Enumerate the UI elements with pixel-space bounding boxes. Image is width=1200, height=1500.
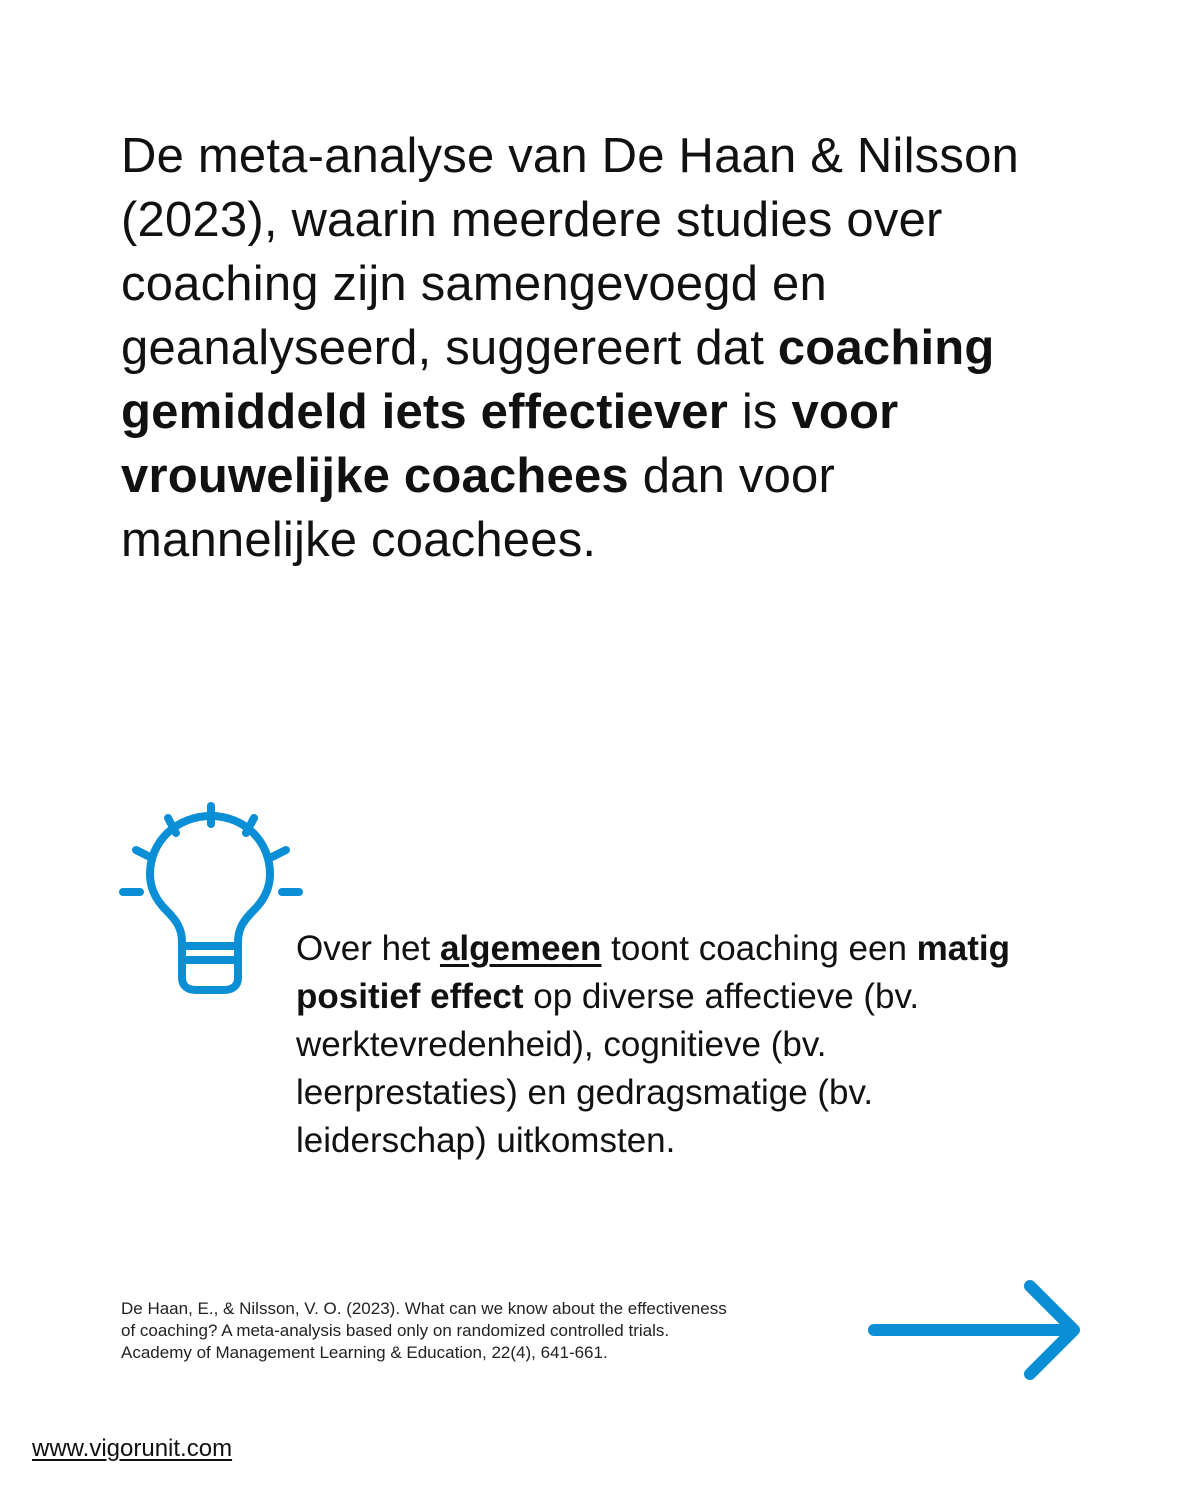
arrow-right-icon[interactable] [862, 1276, 1088, 1384]
main-text-bold-female: voor vrouwelijke coachees [121, 385, 899, 503]
tip-paragraph [296, 925, 1056, 1165]
reference-line-3: Academy of Management Learning & Education, 22(4), 641-661. [121, 1343, 608, 1362]
tip-text-underlined: algemeen [439, 929, 602, 968]
main-text-part3: dan voor mannelijke coachees. [121, 449, 835, 567]
lightbulb-icon [118, 800, 304, 1000]
tip-text-part1: Over het [296, 929, 440, 968]
main-paragraph [121, 124, 1061, 572]
reference-citation [121, 1298, 841, 1364]
tip-text-bold: matig positief effect [296, 929, 1011, 1016]
reference-line-1: De Haan, E., & Nilsson, V. O. (2023). What can we know about the effectiveness [121, 1299, 727, 1318]
website-link[interactable]: www.vigorunit.com [32, 1435, 233, 1462]
reference-line-2: of coaching? A meta-analysis based only on randomized controlled trials. [121, 1321, 670, 1340]
main-text-part2: is [728, 385, 792, 439]
main-text-part1: De meta-analyse van De Haan & Nilsson (2023), waarin meerdere studies over coaching zijn samengevoegd en geanalyseerd, suggereert dat [121, 129, 1019, 375]
tip-text-part2: toont coaching een [601, 929, 917, 968]
main-text-bold-effectiveness: coaching gemiddeld iets effectiever [121, 321, 995, 439]
tip-text-part3: op diverse affectieve (bv. werktevredenheid), cognitieve (bv. leerprestaties) en gedragsmatige (bv. leiderschap) uitkomsten. [296, 977, 920, 1160]
